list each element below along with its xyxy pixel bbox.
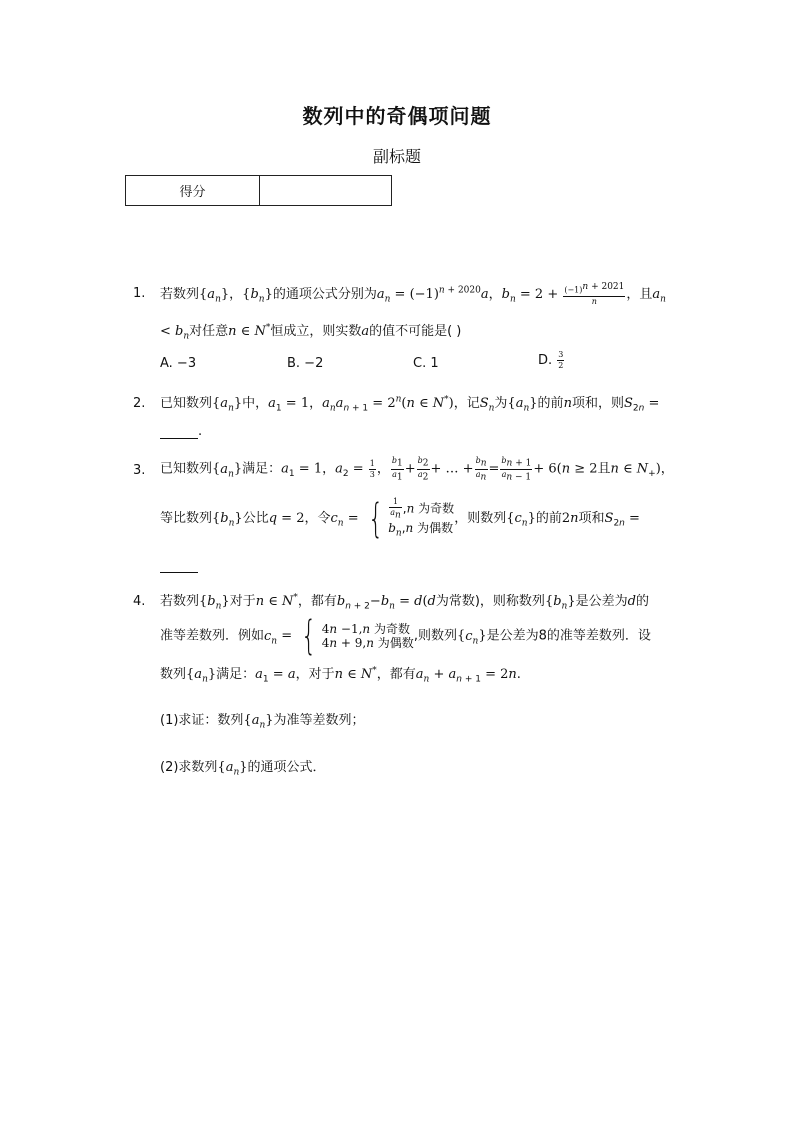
- q1-option-a[interactable]: A. −3: [160, 356, 197, 371]
- q1-line1: 若数列$\{a_n\}$，$\{b_n\}$的通项公式分别为$a_n = (-1)^{n + 2020}a$，$b_n = 2$ + $\frac{(-1)^{n + 2021}}{n}$ ，且$a_n$: [160, 282, 666, 306]
- score-label: 得分: [126, 176, 260, 206]
- q3-answer-blank[interactable]: [160, 560, 198, 573]
- q4-number: 4.: [133, 594, 146, 609]
- q1-number: 1.: [133, 286, 146, 301]
- q1-option-c[interactable]: C. 1: [413, 356, 439, 371]
- q3-line2: 等比数列$\{b_n\}$公比q = 2，令$c_n$ = { $\frac{1}{a_n}$ ,n 为奇数 $b_n,n$ 为偶数，则数列$\{c_n\}$的前2n项和$S_{2n}$ =: [160, 495, 640, 542]
- q3-number: 3.: [133, 463, 146, 478]
- q1-option-d[interactable]: D. $\frac{3}{2}$: [538, 350, 564, 370]
- q2-line1: 已知数列$\{a_n\}$中，$a_1 = 1$，$a_na_{n + 1} = 2^n(n$ ∈ N*)，记$S_n$为$\{a_n\}$的前n项和，则$S_{2n}$ =: [160, 394, 660, 414]
- q3-line1: 已知数列$\{a_n\}$满足：$a_1 = 1$，$a_2$ = $\frac{1}{3}$ ， $\frac{b_1}{a_1}$ + $\frac{b_2}{a_2}$ + … + $\frac{b_n}{a_n}$ = $\frac{b_{n + 1}}{a_{n - 1}}$ + 6(n ≥ 2且n ∈ $N_+$)，: [160, 456, 674, 483]
- page-subtitle: 副标题: [372, 147, 421, 166]
- q4-part2: (2)求数列$\{a_n\}$的通项公式．: [160, 760, 326, 778]
- q1-option-b[interactable]: B. −2: [287, 356, 324, 371]
- q4-line2: 准等差数列．例如$c_n$ = { 4n −1,n 为奇数 4n + 9,n 为偶数,则数列$\{c_n\}$是公差为8的准等差数列．设: [160, 613, 651, 659]
- q4-line3: 数列$\{a_n\}$满足：$a_1 = a$，对于n ∈ N*，都有$a_n + a_{n + 1} = 2n$.: [160, 665, 521, 685]
- q2-answer-blank[interactable]: [160, 426, 198, 439]
- q4-part1: (1)求证：数列$\{a_n\}$为准等差数列；: [160, 713, 365, 731]
- q1-line2: < $b_n$对任意n ∈ N*恒成立，则实数a的值不可能是( ): [160, 322, 462, 342]
- page-title: 数列中的奇偶项问题: [302, 104, 492, 128]
- score-value-cell[interactable]: [260, 176, 392, 206]
- q2-line2: .: [160, 424, 202, 439]
- q3-line3: [160, 558, 198, 573]
- q2-number: 2.: [133, 396, 146, 411]
- q4-line1: 若数列$\{b_n\}$对于n ∈ N*，都有$b_{n + 2}-b_n = d(d$为常数)，则称数列$\{b_n\}$是公差为d的: [160, 592, 649, 612]
- score-table: [125, 175, 392, 206]
